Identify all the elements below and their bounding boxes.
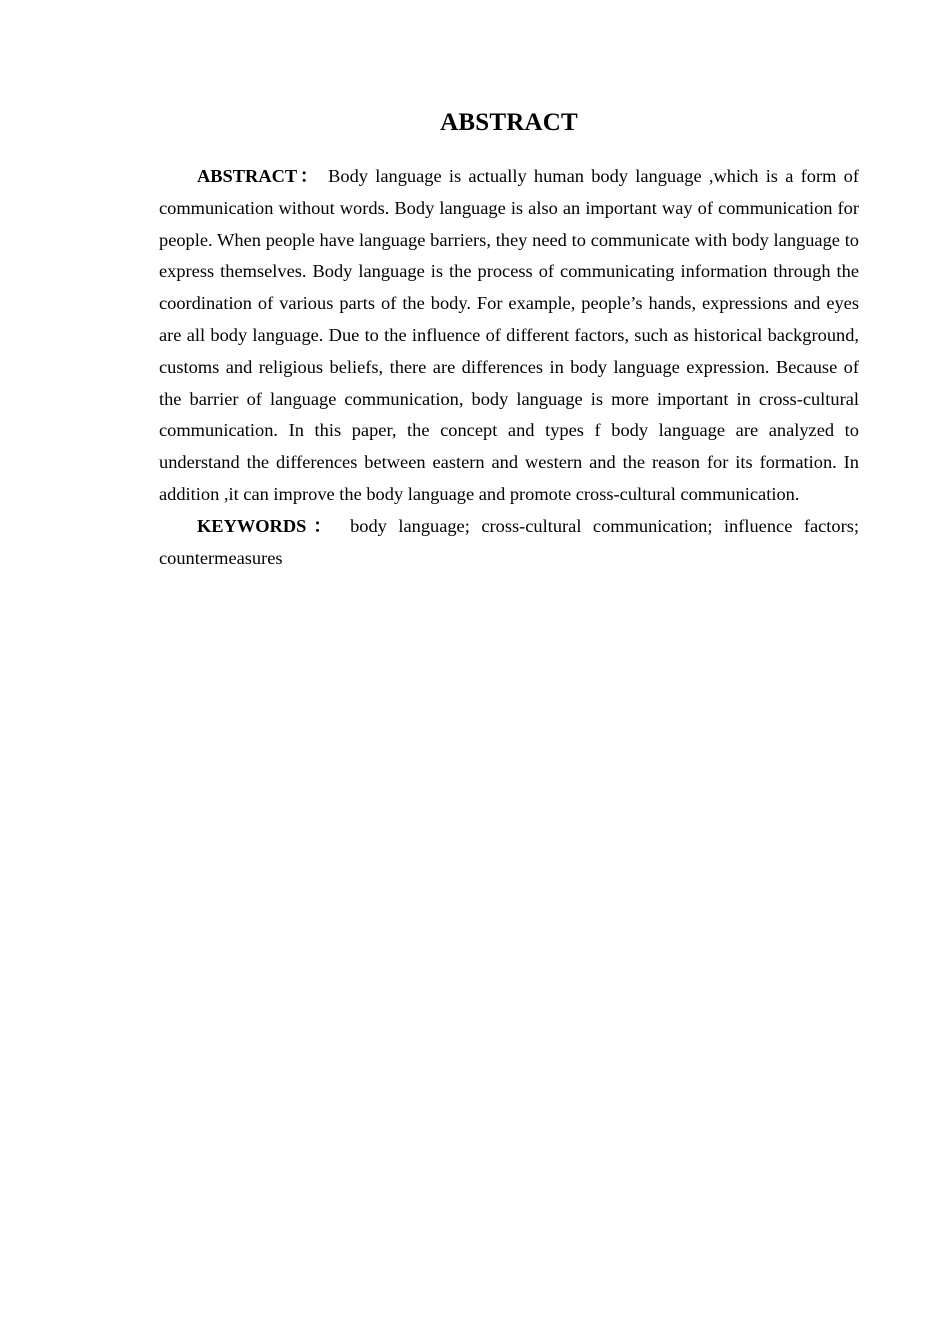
keywords-paragraph: [159, 511, 859, 575]
abstract-section: [159, 161, 859, 574]
abstract-text: Body language is actually human body language ,which is a form of communication without words. Body language is also an important way of communication for people. When people have language barriers, they need to communicate with body language to express themselves. Body language is the process of communicating information through the coordination of various parts of the body. For example, people’s hands, expressions and eyes are all body language. Due to the influence of different factors, such as historical background, customs and religious beliefs, there are differences in body language expression. Because of the barrier of language communication, body language is more important in cross-cultural communication. In this paper, the concept and types f body language are analyzed to understand the differences between eastern and western and the reason for its formation. In addition ,it can improve the body language and promote cross-cultural communication.: [159, 166, 859, 504]
page-title: ABSTRACT: [440, 109, 578, 136]
abstract-paragraph: [159, 161, 859, 511]
keywords-text: body language; cross-cultural communication; influence factors; countermeasures: [159, 515, 860, 568]
keywords-label: KEYWORDS：: [197, 515, 339, 536]
abstract-label: ABSTRACT：: [197, 166, 321, 186]
